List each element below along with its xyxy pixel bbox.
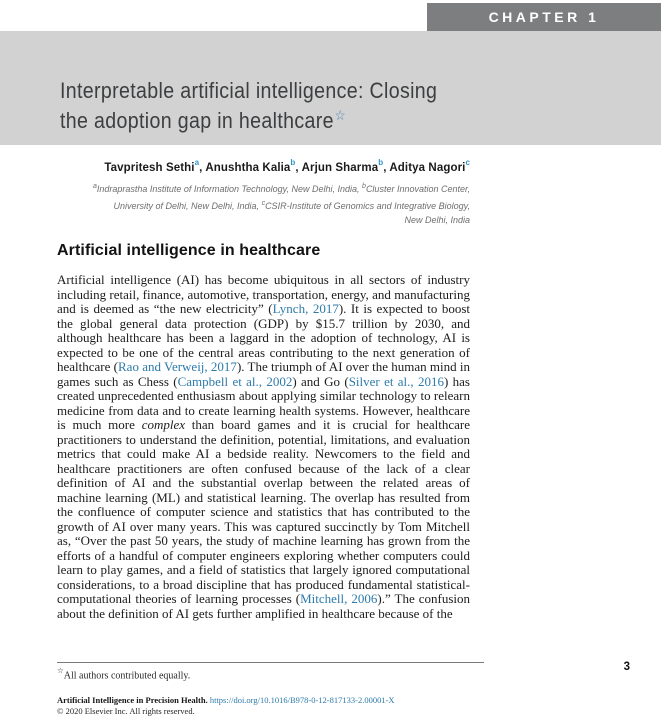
book-title: Artificial Intelligence in Precision Health. <box>57 695 208 705</box>
author-name: Anushtha Kalia <box>205 161 291 174</box>
citation-link[interactable]: Mitchell, 2006 <box>300 591 378 606</box>
imprint-line1 <box>57 695 395 706</box>
chapter-title-line1 <box>60 76 437 106</box>
section-heading: Artificial intelligence in healthcare <box>57 242 321 259</box>
affiliation-line: New Delhi, India <box>404 215 470 225</box>
author-name: Aditya Nagori <box>389 161 466 174</box>
chapter-title <box>60 76 437 138</box>
imprint-copyright: © 2020 Elsevier Inc. All rights reserved. <box>57 706 195 716</box>
citation-link[interactable]: Campbell et al., 2002 <box>177 373 293 389</box>
title-footnote-star-icon: ☆ <box>334 107 346 123</box>
page-number: 3 <box>623 661 630 673</box>
author-name: Tavpritesh Sethi <box>104 161 195 174</box>
chapter-label <box>427 3 661 31</box>
doi-link[interactable]: https://doi.org/10.1016/B978-0-12-817133-2.00001-X <box>209 695 395 705</box>
affiliation-marker: b <box>362 183 366 190</box>
chapter-label-text: CHAPTER 1 <box>488 9 600 25</box>
footnote <box>57 667 190 681</box>
footnote-text: All authors contributed equally. <box>63 670 191 682</box>
citation-link[interactable]: Silver et al., 2016 <box>348 373 444 389</box>
emphasis-text: complex <box>141 417 185 432</box>
footnote-divider <box>57 662 484 663</box>
imprint <box>57 695 395 717</box>
paragraph: Artificial intelligence (AI) has become ubiquitous in all sectors of industry including retail, finance, automotive, transportation, energy, and manufacturing and is deemed as “the new electricity” (Lynch, 2017). It is expected to boost the global general data protection (GDP) by $15.7 trillion by 2030, and although healthcare has been a laggard in the adoption of technology, AI is expected to be one of the central areas contributing to the next generation of healthcare (Rao and Verweij, 2017). The triumph of AI over the human mind in games such as Chess (Campbell et al., 2002) and Go (Silver et al., 2016) has created unprecedented enthusiasm about applying similar technology to relearn medicine from data and to create learning health systems. However, healthcare is much more complex than board games and it is crucial for healthcare practitioners to understand the definition, potential, limitations, and evaluation metrics that could make AI a bedside reality. Newcomers to the field and healthcare practitioners are often confused because of the lack of a clear definition of AI and the substantial overlap between the related areas of machine learning (ML) and statistical learning. The overlap has resulted from the confluence of computer science and statistics that has contributed to the growth of AI over many years. This was captured succinctly by Tom Mitchell as, “Over the past 50 years, the study of machine learning has grown from the efforts of a handful of computer engineers exploring whether computers could learn to play games, and a field of statistics that largely ignored computational considerations, to a broad discipline that has produced fundamental statistical-computational theories of learning processes (Mitchell, 2006).” The confusion about the definition of AI gets further amplified in healthcare because of the <box>57 272 471 621</box>
chapter-title-line2-text: the adoption gap in healthcare <box>60 108 334 133</box>
author-affiliation-marker: b <box>290 158 296 167</box>
affiliation-marker: c <box>261 199 266 207</box>
affiliation-line: $^a$Indraprastha Institute of Information Technology, New Delhi, India, $^b$Cluster Innovation Center, <box>92 183 470 194</box>
chapter-title-line1-text: Interpretable artificial intelligence: Closing <box>60 78 438 103</box>
author-line: Tavpritesh Sethi$^a$, Anushtha Kalia$^b$, Arjun Sharma$^b$, Aditya Nagori$^c$ <box>104 158 470 174</box>
title-banner <box>0 31 661 145</box>
author-affiliation-marker: a <box>194 158 200 167</box>
citation-link[interactable]: Rao and Verweij, 2017 <box>118 359 237 374</box>
affiliations <box>57 180 470 228</box>
chapter-title-line2 <box>60 106 437 138</box>
citation-link[interactable]: Lynch, 2017 <box>272 301 339 316</box>
author-affiliation-marker: c <box>465 158 470 167</box>
affiliation-marker: a <box>92 183 97 190</box>
affiliation-line: University of Delhi, New Delhi, India, $^c$CSIR-Institute of Genomics and Integrative Biology, <box>113 199 470 211</box>
author-name: Arjun Sharma <box>301 161 379 174</box>
author-affiliation-marker: b <box>378 158 384 167</box>
footnote-star-icon: ☆ <box>57 666 64 675</box>
